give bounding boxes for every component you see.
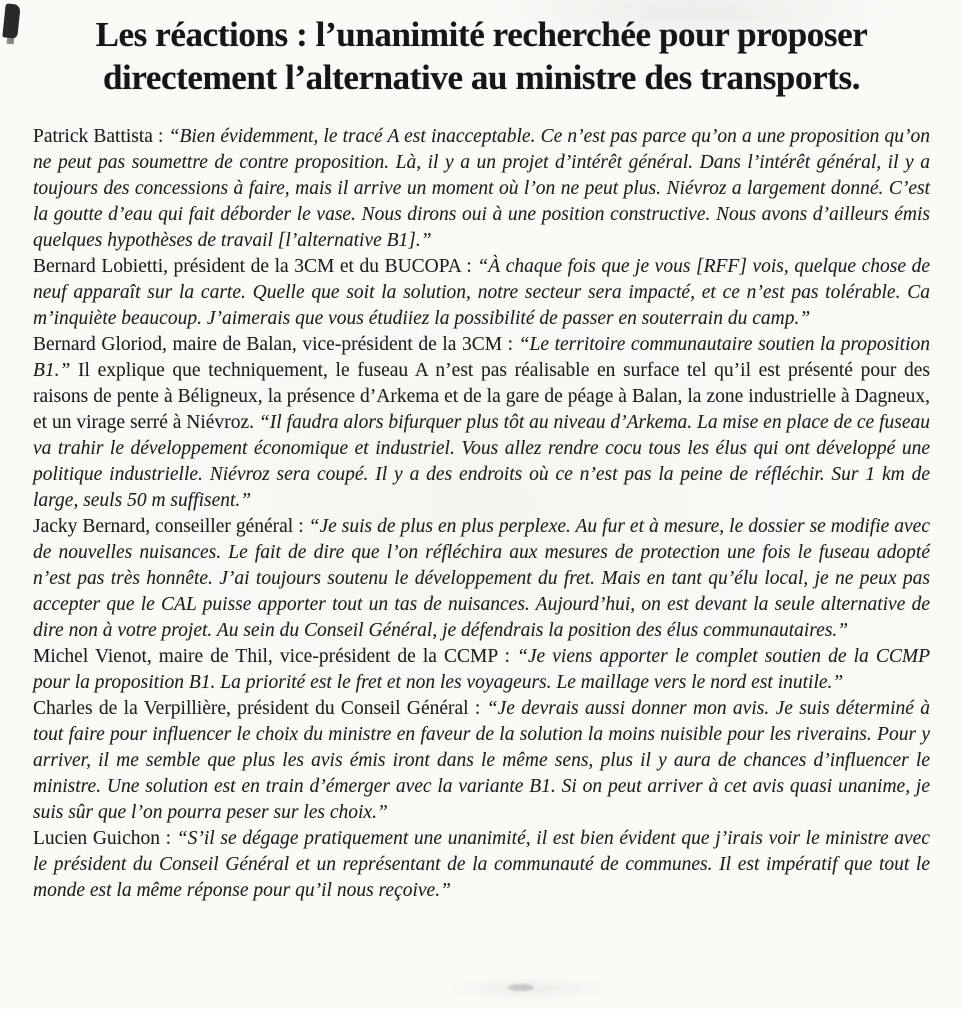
document-body — [33, 124, 930, 904]
quote-text: “Je devrais aussi donner mon avis. Je suis déterminé à tout faire pour influencer le choix du ministre en faveur de la solution la moins nuisible pour les riverains. Pour y arriver, il me semble que plus les avis émis iront dans le même sens, plus il y aura de chances d’influencer le ministre. Une solution est en train d’émerger avec la variante B1. Si on peut arriver à cet avis quasi unanime, je suis sûr que l’on pourra peser sur les choix.” — [33, 698, 930, 824]
speaker-attribution: Bernard Lobietti, président de la 3CM et du BUCOPA : — [33, 256, 478, 278]
speaker-paragraph-5 — [33, 644, 930, 696]
scan-artifact-top-left — [2, 3, 20, 38]
quote-text: “Je suis de plus en plus perplexe. Au fur et à mesure, le dossier se modifie avec de nouvelles nuisances. Le fait de dire que l’on réfléchira aux mesures de protection une fois le fuseau adopté n’est pas très honnête. J’ai toujours soutenu le développement du fret. Mais en tant qu’élu local, je ne peux pas accepter que le CAL puisse apporter tout un tas de nuisances. Aujourd’hui, on est devant la seule alternative de dire non à votre projet. Au sein du Conseil Général, je défendrais la position des élus communautaires.” — [33, 516, 930, 642]
quote-text: “Le territoire communautaire soutien la proposition B1.” — [33, 334, 931, 382]
speaker-paragraph-3 — [33, 332, 930, 514]
speaker-paragraph-4 — [33, 514, 930, 644]
document-title-line-1: Les réactions : l’unanimité recherchée pour proposer — [95, 15, 868, 54]
speaker-attribution: Il explique que techniquement, le fuseau A n’est pas réalisable en surface tel qu’il est présenté pour des raisons de pente à Béligneux, la présence d’Arkema et de la gare de péage à Balan, la zone industrielle à Dagneux, et un virage serré à Niévroz. — [33, 360, 930, 434]
quote-text: “S’il se dégage pratiquement une unanimité, il est bien évident que j’irais voir le ministre avec le président du Conseil Général et un représentant de la communauté de communes. Il est impératif que tout le monde est la même réponse pour qu’il nous reçoive.” — [33, 828, 930, 902]
scan-smudge-bottom — [508, 984, 534, 991]
quote-text: “À chaque fois que je vous [RFF] vois, quelque chose de neuf apparaît sur la carte. Quelle que soit la solution, notre secteur sera impacté, et ce n’est pas tolérable. Ca m’inquiète beaucoup. J’aimerais que vous étudiiez la possibilité de passer en souterrain du camp.” — [33, 256, 930, 330]
speaker-attribution: Lucien Guichon : — [33, 828, 177, 850]
speaker-paragraph-6 — [33, 696, 930, 826]
document-title — [36, 14, 927, 99]
speaker-paragraph-1 — [33, 124, 930, 254]
quote-text: “Je viens apporter le complet soutien de la CCMP pour la proposition B1. La priorité est le fret et non les voyageurs. Le maillage vers le nord est inutile.” — [33, 646, 930, 694]
speaker-attribution: Jacky Bernard, conseiller général : — [33, 516, 309, 538]
quote-text: “Il faudra alors bifurquer plus tôt au niveau d’Arkema. La mise en place de ce fuseau va trahir le développement économique et industriel. Vous allez rendre cocu tous les élus qui ont développé une politique industrielle. Niévroz sera coupé. Il y a des endroits où ce n’est pas la peine de réfléchir. Sur 1 km de large, seuls 50 m suffisent.” — [33, 412, 930, 512]
speaker-attribution: Michel Vienot, maire de Thil, vice-président de la CCMP : — [33, 646, 518, 668]
speaker-attribution: Bernard Gloriod, maire de Balan, vice-président de la 3CM : — [33, 334, 519, 356]
quote-text: “Bien évidemment, le tracé A est inacceptable. Ce n’est pas parce qu’on a une proposition qu’on ne peut pas soumettre de contre proposition. Là, il y a un projet d’intérêt général. Dans l’intérêt général, il y a toujours des concessions à faire, mais il arrive un moment où l’on ne peut plus. Niévroz a largement donné. C’est la goutte d’eau qui fait déborder le vase. Nous dirons oui à une position constructive. Nous avons d’ailleurs émis quelques hypothèses de travail [l’alternative B1].” — [33, 126, 930, 252]
speaker-paragraph-2 — [33, 254, 930, 332]
speaker-attribution: Charles de la Verpillière, président du Conseil Général : — [33, 698, 487, 720]
document-title-line-2: directement l’alternative au ministre des transports. — [102, 57, 861, 97]
speaker-paragraph-7 — [33, 826, 930, 904]
speaker-attribution: Patrick Battista : — [33, 126, 169, 148]
